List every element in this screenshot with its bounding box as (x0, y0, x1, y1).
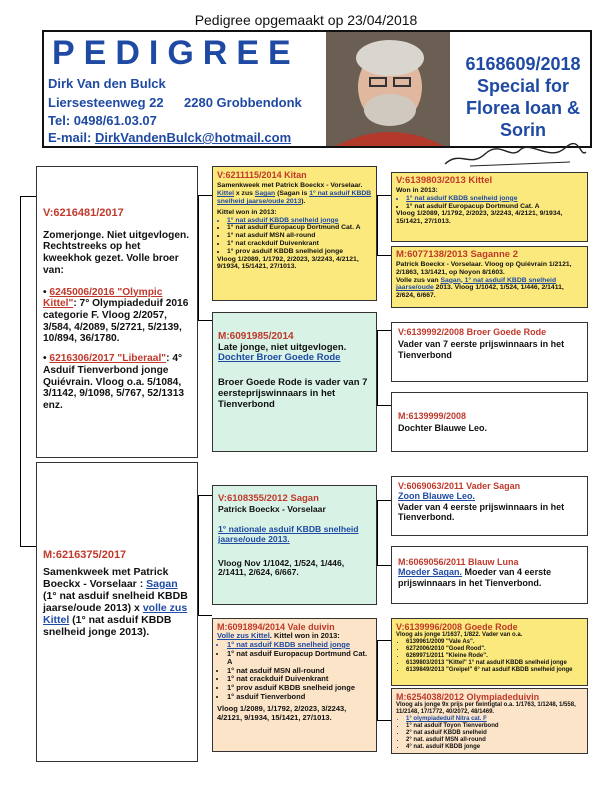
mf-card (212, 485, 377, 605)
ffm-line-2 (396, 277, 583, 300)
ff-line-2: (Sagan is (275, 190, 310, 198)
ff-line-1: Samenkweek met Patrick Boeckx - Vorselaar. (217, 182, 363, 190)
list-item: • 6139849/2013 "Greipel" 6° nat asduif KBDB snelheid jonge (406, 667, 583, 674)
fff-won: Won in 2013: (396, 186, 438, 194)
mm-line-1: . Kittel won in 2013: (269, 631, 340, 641)
owner-street: Liersesteenweg 22 (48, 95, 164, 110)
mother-card (36, 462, 198, 762)
list-item: • 1° nat asduif KBDB snelheid jonge (227, 641, 372, 650)
ring-number: 6168609/2018 (465, 54, 581, 74)
ff-ring: V:6211115/2014 Kitan (217, 170, 307, 180)
list-item: • 1° nat asduif Europacup Dortmund Cat. A (227, 650, 372, 667)
mmf-card (391, 618, 588, 686)
connector (377, 500, 378, 565)
ff-won: Kittel won in 2013: (217, 208, 277, 216)
header (42, 30, 592, 148)
father-brother-1-text: : 7° Olympiadeduif 2016 categorie F. Vloog 2/2057, 3/584, 4/2089, 5/2721, 5/2139, 10/894, 36/1780. (43, 298, 189, 345)
mmm-line-1: Vloog als jonge 9x prijs per twintigtal o.a. 1/1763, 1/1248, 1/558, 11/2148, 17/1772, 40/2072, 48/1469. (396, 702, 576, 716)
father-brother-1: • 6245006/2016 "Olympic Kittel": 7° Olympiadeduif 2016 categorie F. Vloog 2/2057, 3/584, 4/2089, 5/2721, 5/2139, 10/894, 36/1780. (43, 286, 189, 345)
connector (20, 196, 21, 546)
special-1: Special for (476, 76, 570, 96)
mfm-ring: M:6069056/2011 Blauw Luna (398, 557, 519, 567)
mf-ring: V:6108355/2012 Sagan (218, 493, 319, 504)
connector (377, 640, 391, 641)
connector (20, 196, 36, 197)
connector (198, 495, 212, 496)
ffm-pre: Volle zus van (396, 276, 441, 284)
mff-text: Vader van 4 eerste prijswinnaars in het Tienverbond. (398, 501, 565, 523)
fmf-card (391, 322, 588, 382)
ffm-post: 2013. Vloog 1/1042, 1/524, 1/446, 2/1411, 2/624, 6/667. (396, 284, 564, 300)
fm-line-1: Late jonge, niet uitgevlogen. (218, 341, 347, 353)
list-item: • 6269971/2011 "Kleine Rode". (406, 653, 583, 660)
connector (377, 565, 391, 566)
fmm-text: Dochter Blauwe Leo. (398, 423, 488, 434)
mmm-card (391, 688, 588, 754)
connector (377, 500, 391, 501)
mfm-link[interactable]: Moeder Sagan. (398, 567, 463, 578)
mmf-offspring-list (396, 639, 583, 673)
ff-pedigree (217, 182, 372, 205)
fm-link[interactable]: Dochter Broer Goede Rode (218, 352, 341, 364)
list-item: • 6139803/2013 "Kittel" 1° nat asduif KBDB snelheid jonge (406, 660, 583, 667)
connector (377, 720, 391, 721)
mf-results: Vloog Nov 1/1042, 1/524, 1/446, 2/1411, 2/624, 6/667. (218, 557, 345, 578)
ffm-card (391, 246, 588, 308)
mf-line-1: Patrick Boeckx - Vorselaar (218, 503, 326, 514)
ff-card (212, 166, 377, 301)
special-2: Florea Ioan & (465, 98, 581, 118)
connector (198, 195, 212, 196)
email-label: E-mail: (48, 130, 92, 145)
logo: PEDIGREE (52, 34, 300, 72)
ff-line-3: ). (301, 197, 306, 205)
mfm-body (398, 567, 581, 588)
father-ring: V:6216481/2017 (43, 207, 124, 219)
list-item: • 1° nat asduif KBDB snelheid jonge (406, 195, 583, 203)
mff-ring: V:6069063/2011 Vader Sagan (398, 481, 521, 491)
fff-results: Vloog 1/2089, 1/1792, 2/2023, 3/2243, 4/2121, 9/1934, 15/1421, 27/1013. (396, 210, 563, 226)
mf-link[interactable]: 1° nationale asduif KBDB snelheid jaarse/oude 2013. (218, 523, 359, 544)
ff-results-list (217, 217, 372, 256)
ffm-ring: M:6077138/2013 Saganne 2 (396, 249, 518, 260)
list-item: • 4° nat. asduif KBDB jonge (406, 744, 583, 751)
mfm-card (391, 546, 588, 604)
list-item: • 1° prov asduif KBDB snelheid jonge (227, 248, 372, 256)
connector (377, 330, 391, 331)
fm-ring: M:6091985/2014 (218, 331, 294, 342)
connector (377, 195, 378, 255)
mother-ring: M:6216375/2017 (43, 549, 127, 561)
fm-card (212, 312, 377, 452)
signature (440, 140, 590, 172)
ff-link-sagan[interactable]: Sagan (254, 190, 276, 198)
mff-link[interactable]: Zoon Blauwe Leo. (398, 491, 476, 502)
email-link[interactable]: DirkVandenBulck@hotmail.com (94, 130, 292, 145)
special-3: Sorin (499, 120, 546, 140)
mm-card (212, 618, 377, 752)
ffm-link[interactable]: Sagan, 1° nat asduif KBDB snelheid jaarse/oude (396, 276, 557, 292)
list-item: • 2° nat asduif KBDB snelheid (406, 730, 583, 737)
mm-ring: M:6091894/2014 Vale duivin (217, 622, 335, 632)
owner-photo (326, 32, 450, 146)
connector (377, 255, 391, 256)
connector (198, 195, 199, 320)
mother-text-2: (1° nat asduif KBDB snelheid jonge 2013). (43, 613, 172, 638)
mm-link[interactable]: Volle zus Kittel (217, 631, 270, 641)
connector (377, 640, 378, 720)
father-brother-1-link[interactable]: 6245006/2016 "Olympic Kittel" (43, 286, 163, 310)
mother-link-kittel[interactable]: volle zus Kittel (43, 601, 188, 626)
list-item: • 1° nat crackduif Duivenkrant (227, 675, 372, 684)
father-desc: Zomerjonge. Niet uitgevlogen. Rechtstreeks op het kweekhok gezet. Volle broer van: (43, 229, 190, 276)
fff-results-list (396, 195, 583, 211)
mm-results-list (217, 641, 372, 701)
fmm-card (391, 392, 588, 452)
list-item: • 6272006/2010 "Goed Rood". (406, 646, 583, 653)
mmm-ring: M:6254038/2012 Olympiadeduivin (396, 692, 540, 702)
owner-city: 2280 Grobbendonk (184, 95, 302, 110)
ff-results: Vloog 1/2089, 1/1792, 2/2023, 3/2243, 4/2121, 9/1934, 15/1421, 27/1013. (217, 255, 359, 271)
owner-tel: Tel: 0498/61.03.07 (48, 113, 157, 128)
owner-name: Dirk Van den Bulck (48, 76, 166, 91)
mother-desc-text: Samenkweek met Patrick Boeckx - Vorselaar : (43, 565, 169, 590)
connector (198, 320, 212, 321)
mmf-line-1: Vloog als jonge 1/1637, 1/822. Vader van o.a. (396, 632, 523, 639)
connector (20, 546, 36, 547)
list-item: • 1° nat asduif KBDB snelheid jonge (227, 217, 372, 225)
mother-link-sagan[interactable]: Sagan (146, 577, 178, 590)
connector (377, 195, 391, 196)
list-item: • 1° nat asduif Toyon Tienverbond (406, 723, 583, 730)
list-item: • 2° nat. asduif MSN all-round (406, 737, 583, 744)
fmm-ring: M:6139999/2008 (398, 411, 467, 421)
list-item: • 1° nat asduif MSN all-round (227, 667, 372, 676)
fm-line-2: Broer Goede Rode is vader van 7 eersteprijswinnaars in het Tienverbond (218, 377, 368, 411)
connector (377, 405, 391, 406)
father-brother-2-text: : 4° Asduif Tienverbond jonge Quiévrain. Vloog o.a. 5/1084, 3/1142, 9/1098, 5/767, 52/1313 enz. (43, 353, 185, 411)
mother-text-1: (1° nat asduif snelheid KBDB jaarse/oude 2013) x (43, 589, 188, 614)
list-item: • 6139961/2009 "Vale As". (406, 639, 583, 646)
list-item: • 1° nat asduif Europacup Dortmund Cat. A (227, 224, 372, 232)
page-title: Pedigree opgemaakt op 23/04/2018 (194, 12, 418, 28)
mm-results: Vloog 1/2089, 1/1792, 2/2023, 3/2243, 4/2121, 9/1934, 15/1421, 27/1013. (217, 704, 347, 722)
ff-link-kittel[interactable]: Kittel (217, 190, 234, 198)
connector (198, 495, 199, 615)
ff-link-title[interactable]: 1° nat asduif KBDB snelheid jaarse/oude 2013 (217, 190, 372, 205)
mfm-text: Moeder van 4 eerste prijswinnaars in het Tienverbond. (398, 567, 552, 588)
ffm-line-1: Patrick Boeckx - Vorselaar. Vloog op Quiévrain 1/2121, 2/1863, 13/1421, op Noyon 8/1603. (396, 260, 572, 276)
mother-desc (43, 566, 191, 638)
list-item: • 1° olympiadeduif Nitra cat. F (406, 716, 583, 723)
ff-mid: x zus (234, 190, 255, 198)
mmm-results-list (396, 716, 583, 750)
list-item: • 1° nat asduif Europacup Dortmund Cat. A (406, 203, 583, 211)
owner-email[interactable] (48, 130, 291, 145)
list-item: • 1° nat crackduif Duivenkrant (227, 240, 372, 248)
fmf-ring: V:6139992/2008 Broer Goede Rode (398, 327, 547, 337)
connector (377, 330, 378, 405)
father-card (36, 166, 198, 458)
father-brother-2: • 6216306/2017 "Liberaal": 4° Asduif Tienverbond jonge Quiévrain. Vloog o.a. 5/1084, 3/1142, 9/1098, 5/767, 52/1313 enz. (43, 353, 185, 411)
connector (198, 615, 212, 616)
list-item: • 1° asduif Tienverbond (227, 693, 372, 702)
father-brother-2-link[interactable]: 6216306/2017 "Liberaal" (49, 353, 167, 365)
list-item: • 1° prov asduif KBDB snelheid jonge (227, 684, 372, 693)
mmf-ring: V:6139996/2008 Goede Rode (396, 622, 518, 632)
mff-card (391, 476, 588, 536)
fmf-text: Vader van 7 eerste prijswinnaars in het Tienverbond (398, 339, 565, 360)
list-item: • 1° nat asduif MSN all-round (227, 232, 372, 240)
fff-ring: V:6139803/2013 Kittel (396, 175, 493, 186)
fff-card (391, 172, 588, 242)
